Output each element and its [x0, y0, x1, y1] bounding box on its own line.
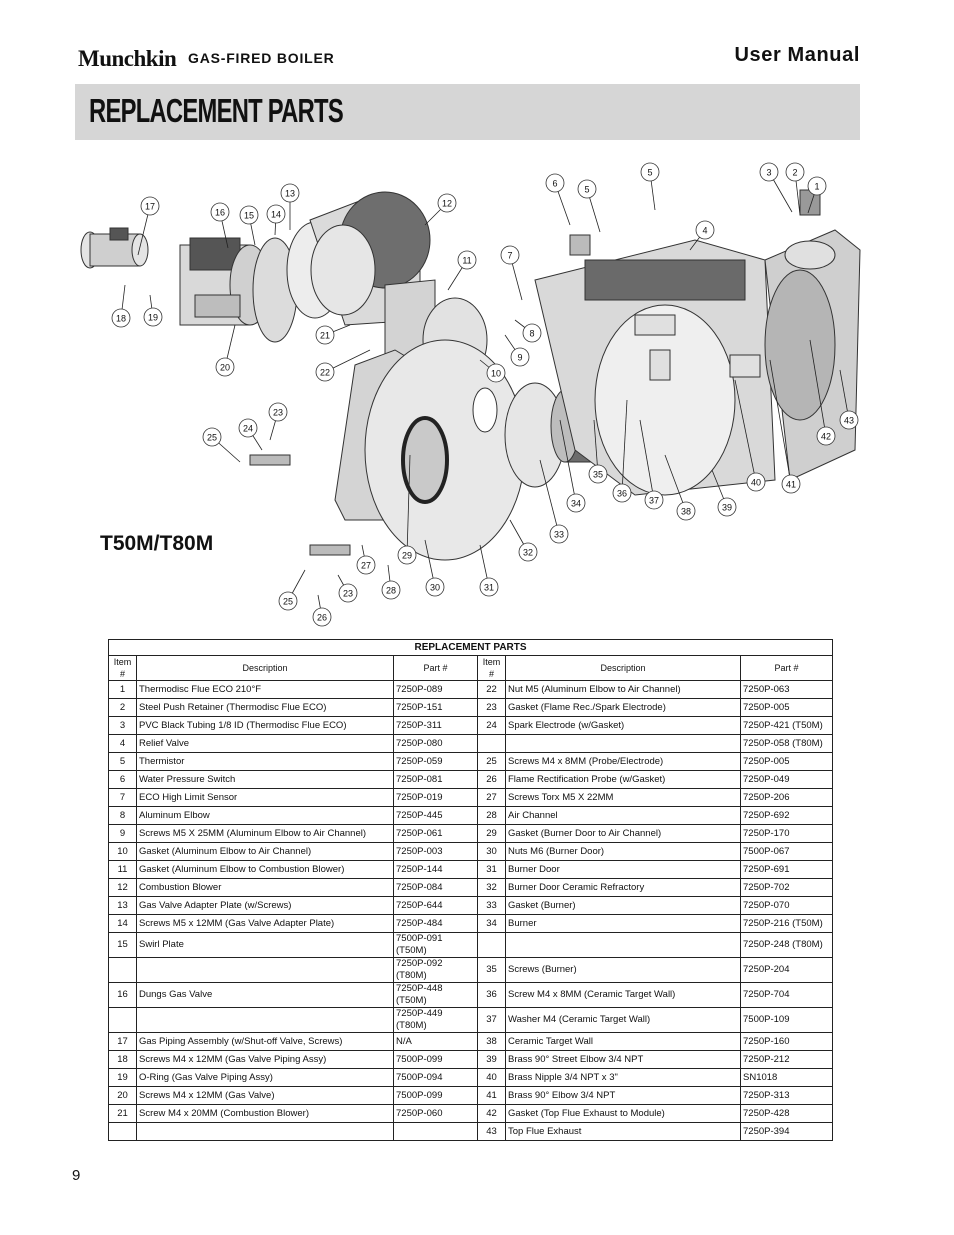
item-cell: 39 [478, 1051, 506, 1069]
callout-number: 40 [750, 477, 762, 488]
table-row [109, 717, 833, 735]
callout-number: 24 [242, 423, 254, 434]
table-row [109, 915, 833, 933]
part-cell: 7500P-091 (T50M) [394, 933, 478, 958]
description-cell: Washer M4 (Ceramic Target Wall) [506, 1008, 741, 1033]
part-cell: 7250P-692 [741, 807, 833, 825]
callout-bubble [480, 578, 498, 596]
part-cell: 7250P-311 [394, 717, 478, 735]
part-cell: 7250P-248 (T80M) [741, 933, 833, 958]
callout-number: 4 [702, 225, 708, 236]
callout-bubble [786, 163, 804, 181]
callout-number: 22 [319, 367, 331, 378]
part-cell: 7250P-212 [741, 1051, 833, 1069]
description-cell: Combustion Blower [137, 879, 394, 897]
item-cell: 19 [109, 1069, 137, 1087]
callout-bubble [677, 502, 695, 520]
item-cell: 25 [478, 753, 506, 771]
callout-number: 29 [401, 550, 413, 561]
callout-number: 33 [553, 529, 565, 540]
part-cell: 7250P-206 [741, 789, 833, 807]
table-row [109, 861, 833, 879]
callout-number: 5 [647, 167, 653, 178]
part-cell: 7250P-061 [394, 825, 478, 843]
callout-number: 38 [680, 506, 692, 517]
part-cell: 7250P-003 [394, 843, 478, 861]
item-cell [109, 1008, 137, 1033]
item-cell: 24 [478, 717, 506, 735]
item-cell: 17 [109, 1033, 137, 1051]
description-cell [506, 735, 741, 753]
part-cell: 7250P-070 [741, 897, 833, 915]
brand-subtitle: GAS-FIRED BOILER [188, 50, 335, 66]
callout-bubble [817, 427, 835, 445]
part-cell: 7250P-144 [394, 861, 478, 879]
description-cell: ECO High Limit Sensor [137, 789, 394, 807]
callout-bubble [747, 473, 765, 491]
item-cell: 31 [478, 861, 506, 879]
description-cell: Gasket (Aluminum Elbow to Combustion Blower) [137, 861, 394, 879]
description-cell: Nut M5 (Aluminum Elbow to Air Channel) [506, 681, 741, 699]
table-row [109, 1123, 833, 1141]
callout-bubble [382, 581, 400, 599]
callout-number: 41 [785, 479, 797, 490]
item-cell: 16 [109, 983, 137, 1008]
callout-bubble [357, 556, 375, 574]
callout-number: 14 [270, 209, 282, 220]
item-cell: 6 [109, 771, 137, 789]
description-cell: Screws Torx M5 X 22MM [506, 789, 741, 807]
callout-number: 43 [843, 415, 855, 426]
replacement-parts-table [108, 639, 833, 1141]
callout-number: 32 [522, 547, 534, 558]
part-cell: 7250P-428 [741, 1105, 833, 1123]
callout-leader-line [770, 360, 791, 484]
callout-bubble [567, 494, 585, 512]
callout-bubble [141, 197, 159, 215]
item-cell [478, 735, 506, 753]
item-cell: 40 [478, 1069, 506, 1087]
item-cell: 43 [478, 1123, 506, 1141]
part-cell [394, 1123, 478, 1141]
item-cell: 5 [109, 753, 137, 771]
table-row [109, 1033, 833, 1051]
callout-number: 39 [721, 502, 733, 513]
description-cell: Steel Push Retainer (Thermodisc Flue ECO) [137, 699, 394, 717]
item-cell: 23 [478, 699, 506, 717]
callout-bubble [240, 206, 258, 224]
part-cell: 7250P-019 [394, 789, 478, 807]
description-cell [137, 958, 394, 983]
description-cell: Burner Door Ceramic Refractory [506, 879, 741, 897]
part-cell: 7250P-081 [394, 771, 478, 789]
model-label: T50M/T80M [100, 532, 214, 555]
table-row [109, 825, 833, 843]
table-row [109, 897, 833, 915]
callout-bubble [808, 177, 826, 195]
callout-bubble [339, 584, 357, 602]
item-cell: 15 [109, 933, 137, 958]
callout-bubble [144, 308, 162, 326]
brand-logo: Munchkin [78, 46, 177, 71]
callout-bubble [398, 546, 416, 564]
callout-leader-line [735, 380, 756, 482]
part-cell: 7250P-445 [394, 807, 478, 825]
item-cell: 18 [109, 1051, 137, 1069]
table-row [109, 681, 833, 699]
table-row [109, 807, 833, 825]
callout-number: 35 [592, 469, 604, 480]
callout-leader-line [560, 420, 576, 503]
callout-number: 5 [584, 184, 590, 195]
description-cell: Brass 90° Street Elbow 3/4 NPT [506, 1051, 741, 1069]
part-cell: 7500P-099 [394, 1051, 478, 1069]
table-row [109, 1008, 833, 1033]
item-cell: 14 [109, 915, 137, 933]
table-row [109, 771, 833, 789]
description-cell: Screw M4 x 20MM (Combustion Blower) [137, 1105, 394, 1123]
item-cell: 35 [478, 958, 506, 983]
page-number: 9 [72, 1167, 81, 1184]
callout-number: 7 [507, 250, 513, 261]
item-cell: 7 [109, 789, 137, 807]
part-cell: 7250P-448 (T50M) [394, 983, 478, 1008]
item-cell: 22 [478, 681, 506, 699]
description-cell: Brass Nipple 3/4 NPT x 3" [506, 1069, 741, 1087]
part-cell: 7250P-060 [394, 1105, 478, 1123]
description-cell [137, 1008, 394, 1033]
description-cell [137, 1123, 394, 1141]
description-cell: Dungs Gas Valve [137, 983, 394, 1008]
callout-bubble [641, 163, 659, 181]
part-cell: 7250P-080 [394, 735, 478, 753]
callout-bubble [211, 203, 229, 221]
description-cell: Gasket (Top Flue Exhaust to Module) [506, 1105, 741, 1123]
callout-number: 10 [490, 368, 502, 379]
callout-leader-line [407, 455, 410, 555]
description-cell: Screws M5 x 12MM (Gas Valve Adapter Plate) [137, 915, 394, 933]
callout-number: 28 [385, 585, 397, 596]
callout-bubble [112, 309, 130, 327]
callout-bubble [487, 364, 505, 382]
item-cell: 11 [109, 861, 137, 879]
item-cell [109, 958, 137, 983]
col-header-description-left: Description [137, 656, 394, 681]
part-cell: 7250P-084 [394, 879, 478, 897]
table-row [109, 1069, 833, 1087]
callout-number: 16 [214, 207, 226, 218]
table-body [109, 681, 833, 1141]
callout-number: 30 [429, 582, 441, 593]
part-cell: 7250P-421 (T50M) [741, 717, 833, 735]
callout-bubble [279, 592, 297, 610]
description-cell: Thermodisc Flue ECO 210°F [137, 681, 394, 699]
description-cell: O-Ring (Gas Valve Piping Assy) [137, 1069, 394, 1087]
part-cell: 7250P-216 (T50M) [741, 915, 833, 933]
item-cell: 27 [478, 789, 506, 807]
callout-number: 25 [206, 432, 218, 443]
part-cell: 7250P-058 (T80M) [741, 735, 833, 753]
col-header-item-left: Item # [109, 656, 137, 681]
part-cell: 7250P-151 [394, 699, 478, 717]
item-cell: 42 [478, 1105, 506, 1123]
part-cell: 7500P-099 [394, 1087, 478, 1105]
part-cell: 7250P-063 [741, 681, 833, 699]
part-cell: 7250P-089 [394, 681, 478, 699]
description-cell: Flame Rectification Probe (w/Gasket) [506, 771, 741, 789]
callout-number: 12 [441, 198, 453, 209]
callout-bubble [501, 246, 519, 264]
callout-number: 23 [272, 407, 284, 418]
callout-number: 37 [648, 495, 660, 506]
callout-bubble [589, 465, 607, 483]
callout-number: 23 [342, 588, 354, 599]
item-cell: 37 [478, 1008, 506, 1033]
callout-bubble [458, 251, 476, 269]
callout-leader-line [640, 420, 654, 500]
callout-number: 6 [552, 178, 558, 189]
callout-bubble [511, 348, 529, 366]
callout-bubble [550, 525, 568, 543]
item-cell: 41 [478, 1087, 506, 1105]
description-cell: Air Channel [506, 807, 741, 825]
description-cell: Aluminum Elbow [137, 807, 394, 825]
description-cell: Nuts M6 (Burner Door) [506, 843, 741, 861]
part-cell: 7250P-059 [394, 753, 478, 771]
table-caption: REPLACEMENT PARTS [109, 640, 833, 656]
callout-bubble [426, 578, 444, 596]
callout-bubble [203, 428, 221, 446]
callout-number: 18 [115, 313, 127, 324]
callout-bubble [613, 484, 631, 502]
description-cell: Screws M4 x 8MM (Probe/Electrode) [506, 753, 741, 771]
table-row [109, 753, 833, 771]
callout-bubble [696, 221, 714, 239]
part-cell: 7250P-394 [741, 1123, 833, 1141]
part-cell: 7250P-484 [394, 915, 478, 933]
callout-number: 34 [570, 498, 582, 509]
callout-leader-line [810, 340, 826, 436]
description-cell: Top Flue Exhaust [506, 1123, 741, 1141]
callout-bubble [216, 358, 234, 376]
callout-bubble [239, 419, 257, 437]
part-cell: 7250P-204 [741, 958, 833, 983]
part-cell: N/A [394, 1033, 478, 1051]
callout-number: 31 [483, 582, 495, 593]
callout-number: 11 [462, 255, 472, 266]
item-cell: 4 [109, 735, 137, 753]
table-row [109, 1051, 833, 1069]
item-cell: 38 [478, 1033, 506, 1051]
item-cell: 30 [478, 843, 506, 861]
item-cell: 10 [109, 843, 137, 861]
item-cell: 9 [109, 825, 137, 843]
callout-bubble [316, 363, 334, 381]
description-cell: Screws (Burner) [506, 958, 741, 983]
callout-leader-line [540, 460, 559, 534]
part-cell: 7250P-644 [394, 897, 478, 915]
part-cell: 7500P-094 [394, 1069, 478, 1087]
part-cell: 7500P-109 [741, 1008, 833, 1033]
description-cell: Gasket (Aluminum Elbow to Air Channel) [137, 843, 394, 861]
description-cell: Relief Valve [137, 735, 394, 753]
description-cell: Screw M4 x 8MM (Ceramic Target Wall) [506, 983, 741, 1008]
callout-bubble [760, 163, 778, 181]
callout-number: 9 [517, 352, 523, 363]
callout-number: 3 [766, 167, 772, 178]
item-cell: 32 [478, 879, 506, 897]
description-cell: Screws M5 X 25MM (Aluminum Elbow to Air Channel) [137, 825, 394, 843]
description-cell: Brass 90° Elbow 3/4 NPT [506, 1087, 741, 1105]
callout-number: 15 [243, 210, 255, 221]
item-cell: 29 [478, 825, 506, 843]
item-cell: 2 [109, 699, 137, 717]
description-cell: Thermistor [137, 753, 394, 771]
description-cell: Burner [506, 915, 741, 933]
part-cell: 7250P-704 [741, 983, 833, 1008]
table-row [109, 983, 833, 1008]
item-cell: 13 [109, 897, 137, 915]
callout-leader-line [622, 400, 627, 493]
description-cell: Gasket (Burner Door to Air Channel) [506, 825, 741, 843]
part-cell: 7250P-449 (T80M) [394, 1008, 478, 1033]
item-cell: 28 [478, 807, 506, 825]
description-cell: Water Pressure Switch [137, 771, 394, 789]
part-cell: 7250P-160 [741, 1033, 833, 1051]
item-cell: 8 [109, 807, 137, 825]
item-cell: 12 [109, 879, 137, 897]
callout-number: 26 [316, 612, 328, 623]
item-cell [478, 933, 506, 958]
description-cell: Gas Piping Assembly (w/Shut-off Valve, Screws) [137, 1033, 394, 1051]
description-cell: Screws M4 x 12MM (Gas Valve) [137, 1087, 394, 1105]
callout-number: 25 [282, 596, 294, 607]
callout-bubble [267, 205, 285, 223]
table-row [109, 958, 833, 983]
table-row [109, 879, 833, 897]
callout-bubble [313, 608, 331, 626]
callout-bubble [269, 403, 287, 421]
description-cell: Spark Electrode (w/Gasket) [506, 717, 741, 735]
table-row [109, 735, 833, 753]
callout-number: 13 [284, 188, 296, 199]
table-row [109, 1087, 833, 1105]
table-row [109, 843, 833, 861]
callout-bubble [546, 174, 564, 192]
part-cell: 7250P-702 [741, 879, 833, 897]
part-cell: 7250P-005 [741, 753, 833, 771]
part-cell: 7250P-005 [741, 699, 833, 717]
callout-number: 20 [219, 362, 231, 373]
description-cell: Gasket (Flame Rec./Spark Electrode) [506, 699, 741, 717]
description-cell: Screws M4 x 12MM (Gas Valve Piping Assy) [137, 1051, 394, 1069]
item-cell: 21 [109, 1105, 137, 1123]
callout-number: 19 [147, 312, 159, 323]
item-cell: 26 [478, 771, 506, 789]
part-cell: SN1018 [741, 1069, 833, 1087]
callout-bubble [718, 498, 736, 516]
callout-number: 27 [360, 560, 372, 571]
item-cell [109, 1123, 137, 1141]
description-cell: Swirl Plate [137, 933, 394, 958]
callout-bubble [519, 543, 537, 561]
manual-label: User Manual [734, 44, 860, 66]
part-cell: 7250P-170 [741, 825, 833, 843]
callout-bubble [840, 411, 858, 429]
callout-bubble [645, 491, 663, 509]
item-cell: 34 [478, 915, 506, 933]
callout-number: 1 [814, 181, 820, 192]
part-cell: 7250P-691 [741, 861, 833, 879]
callout-number: 42 [820, 431, 832, 442]
part-cell: 7250P-313 [741, 1087, 833, 1105]
item-cell: 3 [109, 717, 137, 735]
callout-number: 17 [144, 201, 156, 212]
item-cell: 36 [478, 983, 506, 1008]
description-cell: Gasket (Burner) [506, 897, 741, 915]
item-cell: 33 [478, 897, 506, 915]
item-cell: 20 [109, 1087, 137, 1105]
description-cell: Ceramic Target Wall [506, 1033, 741, 1051]
callout-number: 8 [529, 328, 535, 339]
page-title: REPLACEMENT PARTS [89, 92, 343, 129]
part-cell: 7250P-049 [741, 771, 833, 789]
callout-number: 21 [319, 330, 331, 341]
table-row [109, 699, 833, 717]
col-header-part-right: Part # [741, 656, 833, 681]
table-row [109, 789, 833, 807]
description-cell: Gas Valve Adapter Plate (w/Screws) [137, 897, 394, 915]
col-header-part-left: Part # [394, 656, 478, 681]
callout-number: 36 [616, 488, 628, 499]
callout-bubble [578, 180, 596, 198]
table-row [109, 933, 833, 958]
description-cell: Burner Door [506, 861, 741, 879]
callout-number: 2 [792, 167, 798, 178]
col-header-description-right: Description [506, 656, 741, 681]
description-cell [506, 933, 741, 958]
item-cell: 1 [109, 681, 137, 699]
part-cell: 7250P-092 (T80M) [394, 958, 478, 983]
callout-bubble [438, 194, 456, 212]
callout-bubble [316, 326, 334, 344]
callout-bubble [281, 184, 299, 202]
callout-bubble [782, 475, 800, 493]
table-row [109, 1105, 833, 1123]
callout-bubble [523, 324, 541, 342]
description-cell: PVC Black Tubing 1/8 ID (Thermodisc Flue ECO) [137, 717, 394, 735]
part-cell: 7500P-067 [741, 843, 833, 861]
col-header-item-right: Item # [478, 656, 506, 681]
